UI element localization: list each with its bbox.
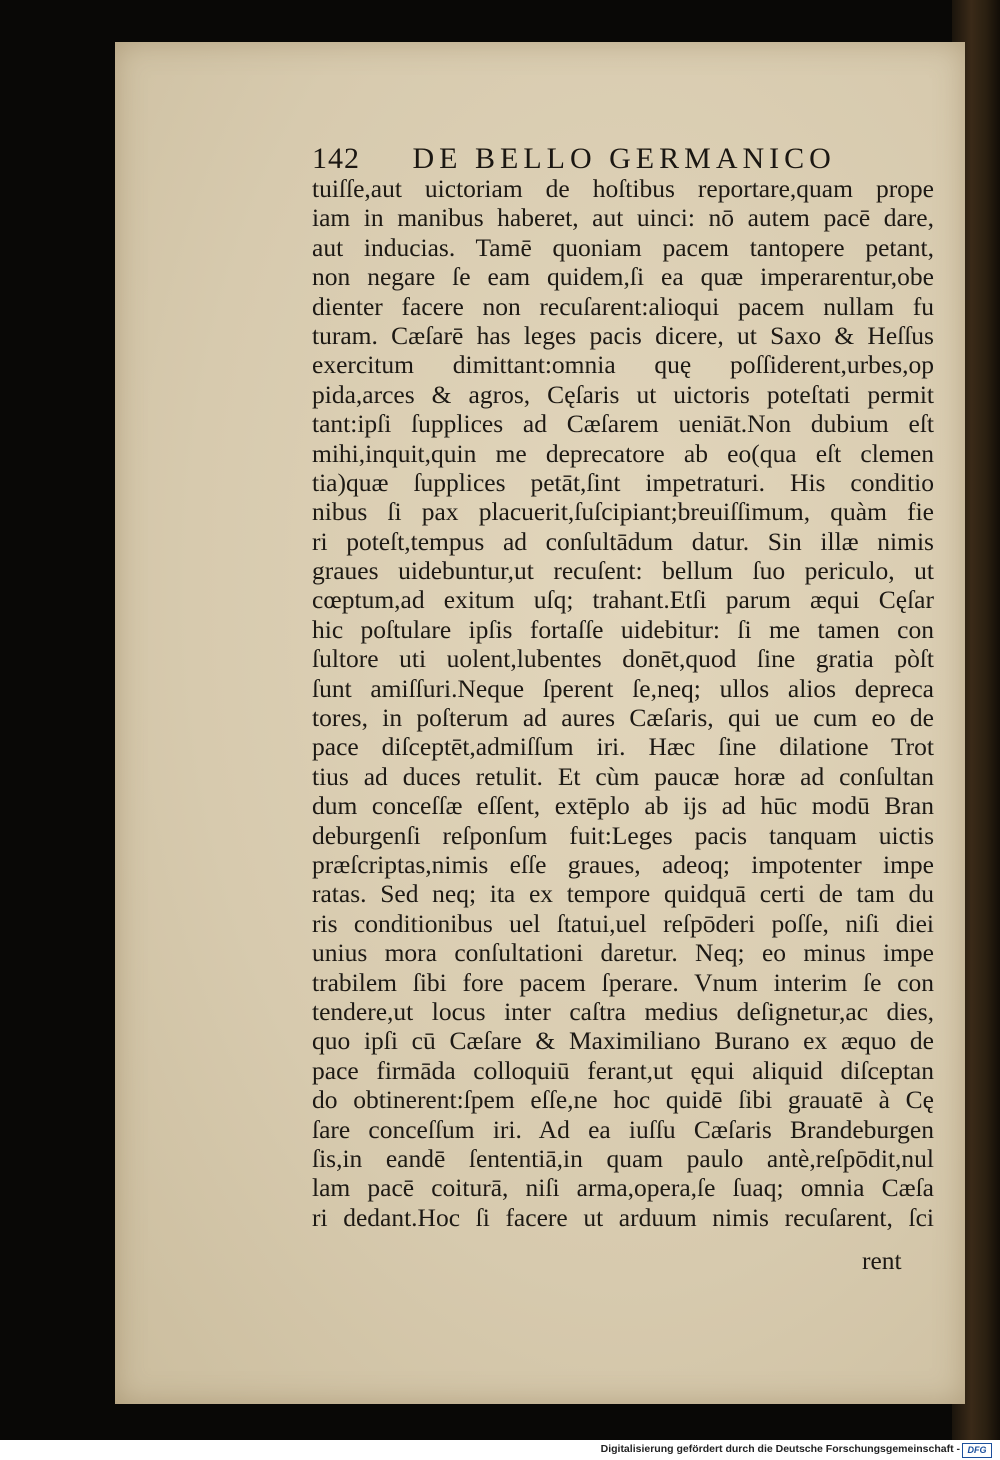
running-head (312, 142, 852, 178)
text-line: dienter facere non recuſarent:alioqui pacem nullam fu (312, 291, 934, 321)
text-line: ris conditionibus uel ſtatui,uel reſpōderi poſſe, niſi diei (312, 908, 934, 938)
text-line: lam pacē coiturā, niſi arma,opera,ſe ſuaq; omnia Cæſa (312, 1173, 934, 1203)
text-line: ſis,in eandē ſententiā,in quam paulo antè,reſpōdit,nul (312, 1143, 934, 1173)
text-line: nibus ſi pax placuerit,ſuſcipiant;breuiſſimum, quàm fie (312, 497, 934, 527)
text-line: trabilem ſibi fore pacem ſperare. Vnum interim ſe con (312, 967, 934, 997)
page-number: 142 (312, 142, 360, 175)
text-line: pace firmāda colloquiū ferant,ut ęqui aliquid diſceptan (312, 1055, 934, 1085)
text-line: tores, in poſterum ad aures Cæſaris, qui ue cum eo de (312, 703, 934, 733)
text-line: tius ad duces retulit. Et cùm paucæ horæ ad conſultan (312, 761, 934, 791)
text-line: cœptum,ad exitum uſq; trahant.Etſi parum æqui Cęſar (312, 585, 934, 615)
running-title: DE BELLO GERMANICO (412, 142, 836, 175)
text-line: pace diſceptēt,admiſſum iri. Hæc ſine dilatione Trot (312, 732, 934, 762)
text-line: quo ipſi cū Cæſare & Maximiliano Burano ex æquo de (312, 1026, 934, 1056)
text-line: iam in manibus haberet, aut uinci: nō autem pacē dare, (312, 203, 934, 233)
text-line: ri poteſt,tempus ad conſultādum datur. Sin illæ nimis (312, 526, 934, 556)
text-line: exercitum dimittant:omnia quę poſſiderent,urbes,op (312, 350, 934, 380)
dfg-logo-icon: DFG (962, 1443, 992, 1458)
text-line: ſultore uti uolent,lubentes donēt,quod ſine gratia pòſt (312, 644, 934, 674)
text-line: ri dedant.Hoc ſi facere ut arduum nimis recuſarent, ſci (312, 1202, 934, 1232)
text-line: tendere,ut locus inter caſtra medius deſignetur,ac dies, (312, 996, 934, 1026)
catchword: rent (862, 1246, 902, 1275)
text-line: ſare conceſſum iri. Ad ea iuſſu Cæſaris Brandeburgen (312, 1114, 934, 1144)
text-line: unius mora conſultationi daretur. Neq; eo minus impe (312, 938, 934, 968)
text-line: aut inducias. Tamē quoniam pacem tantopere petant, (312, 232, 934, 262)
text-line: graues uidebuntur,ut recuſent: bellum ſuo periculo, ut (312, 556, 934, 586)
text-line: mihi,inquit,quin me deprecatore ab eo(qua eſt clemen (312, 438, 934, 468)
text-line: turam. Cæſarē has leges pacis dicere, ut Saxo & Heſſus (312, 320, 934, 350)
text-line: deburgenſi reſponſum fuit:Leges pacis tanquam uictis (312, 820, 934, 850)
text-line: pida,arces & agros, Cęſaris ut uictoris poteſtati permit (312, 379, 934, 409)
text-line: præſcriptas,nimis eſſe graues, adeoq; impotenter impe (312, 849, 934, 879)
footer-bar (0, 1440, 1000, 1460)
text-line: ſunt amiſſuri.Neque ſperent ſe,neq; ullos alios depreca (312, 673, 934, 703)
body-text (312, 174, 934, 1232)
text-line: tant:ipſi ſupplices ad Cæſarem ueniāt.Non dubium eſt (312, 409, 934, 439)
text-line: dum conceſſæ eſſent, extēplo ab ijs ad hūc modū Bran (312, 791, 934, 821)
text-line: tuiſſe,aut uictoriam de hoſtibus reportare,quam prope (312, 174, 934, 203)
text-line: do obtinerent:ſpem eſſe,ne hoc quidē ſibi grauatē à Cę (312, 1085, 934, 1115)
text-line: tia)quæ ſupplices petāt,ſint impetraturi. His conditio (312, 467, 934, 497)
text-line: non negare ſe eam quidem,ſi ea quæ imperarentur,obe (312, 262, 934, 292)
text-line: hic poſtulare ipſis fortaſſe uidebitur: ſi me tamen con (312, 614, 934, 644)
funding-credit: Digitalisierung gefördert durch die Deutsche Forschungsgemeinschaft - (600, 1443, 960, 1455)
text-line: ratas. Sed neq; ita ex tempore quidquā certi de tam du (312, 879, 934, 909)
